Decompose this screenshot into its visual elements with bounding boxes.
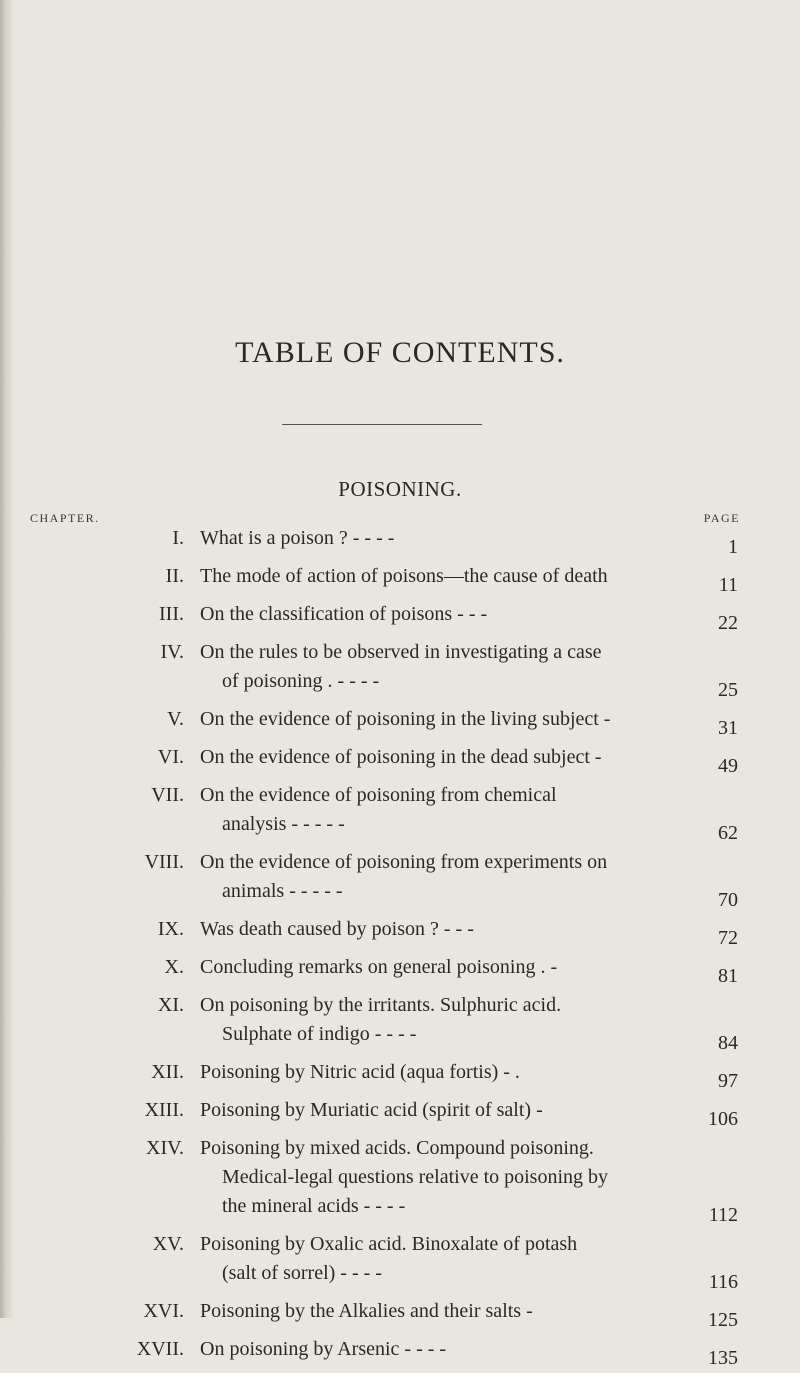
chapter-title-line: the mineral acids - - - - — [222, 1195, 406, 1217]
chapter-title-line: Poisoning by Muriatic acid (spirit of salt) - — [200, 1099, 543, 1121]
chapter-title-line: On poisoning by the irritants. Sulphuric acid. — [200, 994, 562, 1016]
chapter-number: II. — [165, 565, 184, 587]
page-number: 1 — [728, 536, 738, 558]
chapter-number: IV. — [160, 641, 184, 663]
chapter-number: VIII. — [144, 851, 184, 873]
chapter-title — [200, 524, 682, 553]
chapter-title-line: analysis - - - - - — [222, 813, 345, 835]
contents-entry — [0, 991, 800, 1058]
contents-entry — [0, 524, 800, 562]
page-number: 22 — [718, 612, 738, 634]
page-number: 62 — [718, 822, 738, 844]
chapter-title-line: Sulphate of indigo - - - - — [222, 1023, 417, 1045]
chapter-title-line: What is a poison ? - - - - — [200, 527, 395, 549]
contents-entry — [0, 915, 800, 953]
chapter-number: XVI. — [143, 1300, 184, 1322]
page-number: 106 — [708, 1108, 738, 1130]
chapter-title — [200, 1134, 682, 1221]
page-number: 112 — [708, 1204, 738, 1226]
page-number: 84 — [718, 1032, 738, 1054]
section-title: POISONING. — [338, 477, 462, 501]
page-number: 49 — [718, 755, 738, 777]
page-number: 125 — [708, 1309, 738, 1331]
chapter-number: I. — [172, 527, 184, 549]
chapter-number: XVII. — [136, 1338, 184, 1360]
chapter-title — [200, 705, 682, 734]
chapter-title-line: Was death caused by poison ? - - - — [200, 918, 474, 940]
contents-entry — [0, 1134, 800, 1230]
chapter-title-line: On the rules to be observed in investigating a case — [200, 641, 602, 663]
chapter-number: X. — [164, 956, 184, 978]
contents-entry — [0, 743, 800, 781]
chapter-title — [200, 1297, 682, 1326]
page-number: 81 — [718, 965, 738, 987]
contents-entry — [0, 1230, 800, 1297]
chapter-title — [200, 953, 682, 982]
chapter-number: VI. — [157, 746, 184, 768]
chapter-title-line: (salt of sorrel) - - - - — [222, 1262, 382, 1284]
page-title: TABLE OF CONTENTS. — [235, 336, 565, 369]
chapter-title-line: On the classification of poisons - - - — [200, 603, 488, 625]
contents-entry — [0, 705, 800, 743]
page-number: 116 — [708, 1271, 738, 1293]
contents-list — [0, 524, 800, 1373]
contents-entry — [0, 638, 800, 705]
chapter-number: III. — [159, 603, 184, 625]
contents-entry — [0, 1297, 800, 1335]
chapter-title — [200, 1230, 682, 1288]
chapter-title — [200, 848, 682, 906]
chapter-title-line: The mode of action of poisons—the cause of death — [200, 565, 608, 587]
chapter-title-line: Poisoning by mixed acids. Compound poisoning. — [200, 1137, 594, 1159]
chapter-title — [200, 638, 682, 696]
title-divider — [282, 424, 482, 425]
chapter-number: IX. — [157, 918, 184, 940]
chapter-title-line: On the evidence of poisoning in the living subject - — [200, 708, 611, 730]
chapter-number: XV. — [152, 1233, 184, 1255]
contents-entry — [0, 848, 800, 915]
page-number: 25 — [718, 679, 738, 701]
chapter-title — [200, 1335, 682, 1364]
chapter-title-line: On the evidence of poisoning in the dead subject - — [200, 746, 602, 768]
chapter-title-line: On the evidence of poisoning from chemical — [200, 784, 557, 806]
chapter-title-line: Poisoning by Oxalic acid. Binoxalate of potash — [200, 1233, 578, 1255]
chapter-title-line: On poisoning by Arsenic - - - - — [200, 1338, 447, 1360]
contents-entry — [0, 562, 800, 600]
contents-entry — [0, 600, 800, 638]
page-number: 97 — [718, 1070, 738, 1092]
chapter-title — [200, 743, 682, 772]
chapter-title — [200, 1096, 682, 1125]
chapter-title-line: On the evidence of poisoning from experiments on — [200, 851, 608, 873]
chapter-title-line: animals - - - - - — [222, 880, 343, 902]
page-column-header: PAGE — [703, 511, 740, 525]
chapter-title-line: Medical-legal questions relative to poisoning by — [222, 1166, 609, 1188]
chapter-number: V. — [167, 708, 184, 730]
chapter-title — [200, 562, 682, 591]
contents-entry — [0, 953, 800, 991]
page-number: 70 — [718, 889, 738, 911]
chapter-number: XI. — [157, 994, 184, 1016]
chapter-title — [200, 991, 682, 1049]
page-number: 11 — [718, 574, 738, 596]
chapter-column-header: CHAPTER. — [30, 511, 100, 525]
page-number: 135 — [708, 1347, 738, 1369]
chapter-title — [200, 1058, 682, 1087]
chapter-title — [200, 600, 682, 629]
contents-entry — [0, 1058, 800, 1096]
chapter-number: VII. — [151, 784, 184, 806]
chapter-title-line: Poisoning by the Alkalies and their salts - — [200, 1300, 533, 1322]
page-number: 72 — [718, 927, 738, 949]
page-number: 31 — [718, 717, 738, 739]
chapter-title — [200, 915, 682, 944]
chapter-title — [200, 781, 682, 839]
chapter-title-line: Concluding remarks on general poisoning . - — [200, 956, 558, 978]
chapter-title-line: of poisoning . - - - - — [222, 670, 380, 692]
contents-entry — [0, 781, 800, 848]
chapter-title-line: Poisoning by Nitric acid (aqua fortis) - . — [200, 1061, 520, 1083]
chapter-number: XIV. — [146, 1137, 184, 1159]
chapter-number: XIII. — [144, 1099, 184, 1121]
chapter-number: XII. — [151, 1061, 184, 1083]
contents-entry — [0, 1335, 800, 1373]
contents-entry — [0, 1096, 800, 1134]
